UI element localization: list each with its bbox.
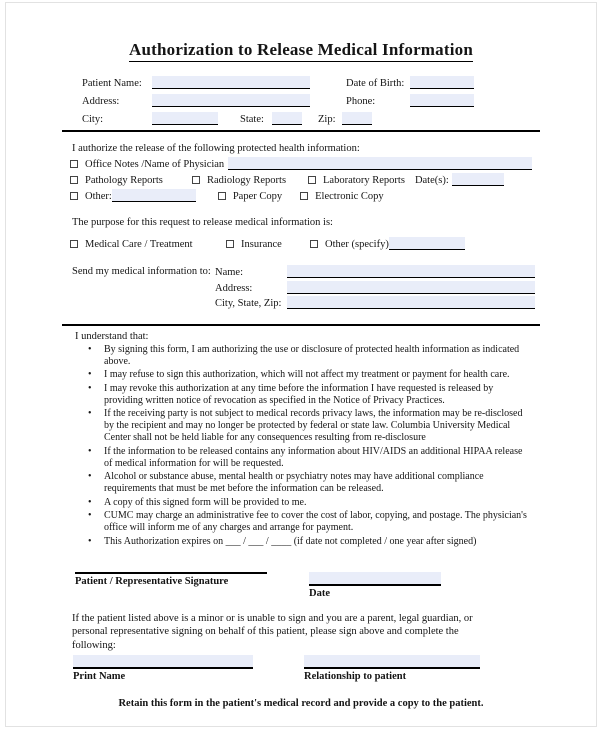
- address-label: Address:: [82, 96, 120, 107]
- purpose-other-checkbox[interactable]: [310, 240, 318, 248]
- send-to-csz-row: [215, 296, 535, 309]
- medical-care-label: Medical Care / Treatment: [85, 239, 193, 250]
- dates-input[interactable]: [452, 173, 504, 186]
- bullet-icon: •: [88, 382, 92, 394]
- send-to-name-row: [215, 265, 535, 278]
- section-divider-top: [62, 130, 540, 132]
- radiology-label: Radiology Reports: [207, 175, 287, 186]
- patient-name-label: Patient Name:: [82, 78, 142, 89]
- authorize-row-other: [62, 189, 540, 202]
- state-input[interactable]: [272, 112, 302, 125]
- signature-section: [62, 572, 540, 599]
- list-item: • If the information to be released contains any information about HIV/AIDS an additional HIPAA release of medical information for will be requested.: [88, 445, 523, 469]
- bullet-icon: •: [88, 445, 92, 457]
- list-item: • If the receiving party is not subject to medical records privacy laws, the information may be re-disclosed by the recipient and may no longer be protected by federal or state law. Columbia University Medical Center shall not be held liable for any consequences resulting from re-disclosure: [88, 408, 523, 443]
- list-item: • A copy of this signed form will be provided to me.: [88, 496, 307, 508]
- purpose-heading: The purpose for this request to release medical information is:: [72, 217, 333, 228]
- list-item: • CUMC may charge an administrative fee to cover the cost of labor, copying, and postage. The physician's office will inform me of any charges and arrange for payment.: [88, 510, 527, 533]
- laboratory-label: Laboratory Reports: [323, 175, 405, 186]
- medical-care-checkbox[interactable]: [70, 240, 78, 248]
- list-item: • I may refuse to sign this authorization, which will not affect my treatment or payment for health care.: [88, 369, 510, 380]
- patient-row-name: [82, 76, 474, 89]
- zip-input[interactable]: [342, 112, 372, 125]
- patient-row-city: [82, 112, 474, 125]
- address-input[interactable]: [152, 94, 310, 107]
- date-input[interactable]: [309, 572, 441, 586]
- dob-label: Date of Birth:: [346, 78, 405, 89]
- date-label: Date: [309, 587, 330, 599]
- bullet-icon: •: [88, 408, 92, 419]
- retain-note: Retain this form in the patient's medical record and provide a copy to the patient.: [118, 698, 484, 710]
- understand-bullets: [62, 344, 540, 548]
- signature-label: Patient / Representative Signature: [75, 575, 229, 587]
- send-to-address-label: Address:: [215, 282, 253, 294]
- dob-input[interactable]: [410, 76, 474, 89]
- authorize-row-reports: [62, 173, 540, 186]
- print-name-input[interactable]: [73, 655, 253, 669]
- relationship-input[interactable]: [304, 655, 480, 669]
- patient-name-input[interactable]: [152, 76, 310, 89]
- patient-row-address: [82, 94, 474, 107]
- other-records-label: Other:: [85, 191, 112, 202]
- city-input[interactable]: [152, 112, 218, 125]
- bullet-icon: •: [88, 496, 92, 508]
- list-item: • By signing this form, I am authorizing the use or disclosure of protected health information as indicated above.: [88, 343, 520, 367]
- other-records-checkbox[interactable]: [70, 192, 78, 200]
- electronic-copy-checkbox[interactable]: [300, 192, 308, 200]
- understand-heading: I understand that:: [75, 330, 149, 342]
- signature-line[interactable]: [75, 572, 267, 574]
- print-name-label: Print Name: [73, 671, 126, 683]
- phone-input[interactable]: [410, 94, 474, 107]
- print-name-section: [62, 655, 540, 682]
- minor-paragraph: If the patient listed above is a minor or is unable to sign and you are a parent, legal guardian, or personal representative signing on behalf of this patient, please sign above and complete the following:: [72, 612, 473, 652]
- bullet-icon: •: [88, 343, 92, 355]
- dates-label: Date(s):: [414, 175, 449, 186]
- send-to-section: [62, 265, 540, 312]
- office-notes-label: Office Notes /Name of Physician: [85, 159, 225, 170]
- electronic-copy-label: Electronic Copy: [315, 191, 384, 202]
- send-to-csz-input[interactable]: [287, 296, 535, 309]
- relationship-label: Relationship to patient: [304, 671, 407, 683]
- bullet-icon: •: [88, 369, 92, 380]
- send-to-address-input[interactable]: [287, 281, 535, 294]
- purpose-other-label: Other (specify): [325, 239, 389, 250]
- purpose-row: [62, 237, 540, 250]
- send-to-heading: Send my medical information to:: [72, 266, 211, 277]
- authorize-heading: I authorize the release of the following protected health information:: [72, 143, 360, 154]
- title-wrap: [62, 40, 540, 62]
- purpose-other-input[interactable]: [389, 237, 465, 250]
- bullet-icon: •: [88, 471, 92, 482]
- laboratory-checkbox[interactable]: [308, 176, 316, 184]
- pathology-label: Pathology Reports: [85, 175, 163, 186]
- section-divider-bottom: [62, 324, 540, 326]
- page-title: Authorization to Release Medical Information: [129, 40, 473, 62]
- form-content: [62, 40, 540, 709]
- city-label: City:: [82, 114, 104, 125]
- send-to-name-input[interactable]: [287, 265, 535, 278]
- phone-label: Phone:: [346, 96, 376, 107]
- list-item: • I may revoke this authorization at any time before the information I have requested is released by providing written notice of revocation as specified in the Notice of Privacy Practices.: [88, 382, 494, 406]
- office-notes-checkbox[interactable]: [70, 160, 78, 168]
- insurance-label: Insurance: [241, 239, 282, 250]
- office-notes-input[interactable]: [228, 157, 532, 170]
- state-label: State:: [240, 114, 264, 125]
- bullet-icon: •: [88, 535, 92, 547]
- send-to-name-label: Name:: [215, 267, 243, 278]
- zip-label: Zip:: [318, 114, 336, 125]
- paper-copy-label: Paper Copy: [232, 191, 283, 202]
- send-to-address-row: [215, 281, 535, 294]
- list-item: • This Authorization expires on ___ / ___ / ____ (if date not completed / one year after signed): [88, 535, 477, 547]
- paper-copy-checkbox[interactable]: [218, 192, 226, 200]
- send-to-csz-label: City, State, Zip:: [215, 298, 282, 309]
- radiology-checkbox[interactable]: [192, 176, 200, 184]
- other-records-input[interactable]: [112, 189, 196, 202]
- list-item: • Alcohol or substance abuse, mental health or psychiatry notes may have additional compliance requirements that must be met before the information can be released.: [88, 471, 484, 494]
- insurance-checkbox[interactable]: [226, 240, 234, 248]
- authorize-row-office-notes: [62, 157, 540, 170]
- patient-info-section: [62, 76, 540, 125]
- bullet-icon: •: [88, 510, 92, 521]
- pathology-checkbox[interactable]: [70, 176, 78, 184]
